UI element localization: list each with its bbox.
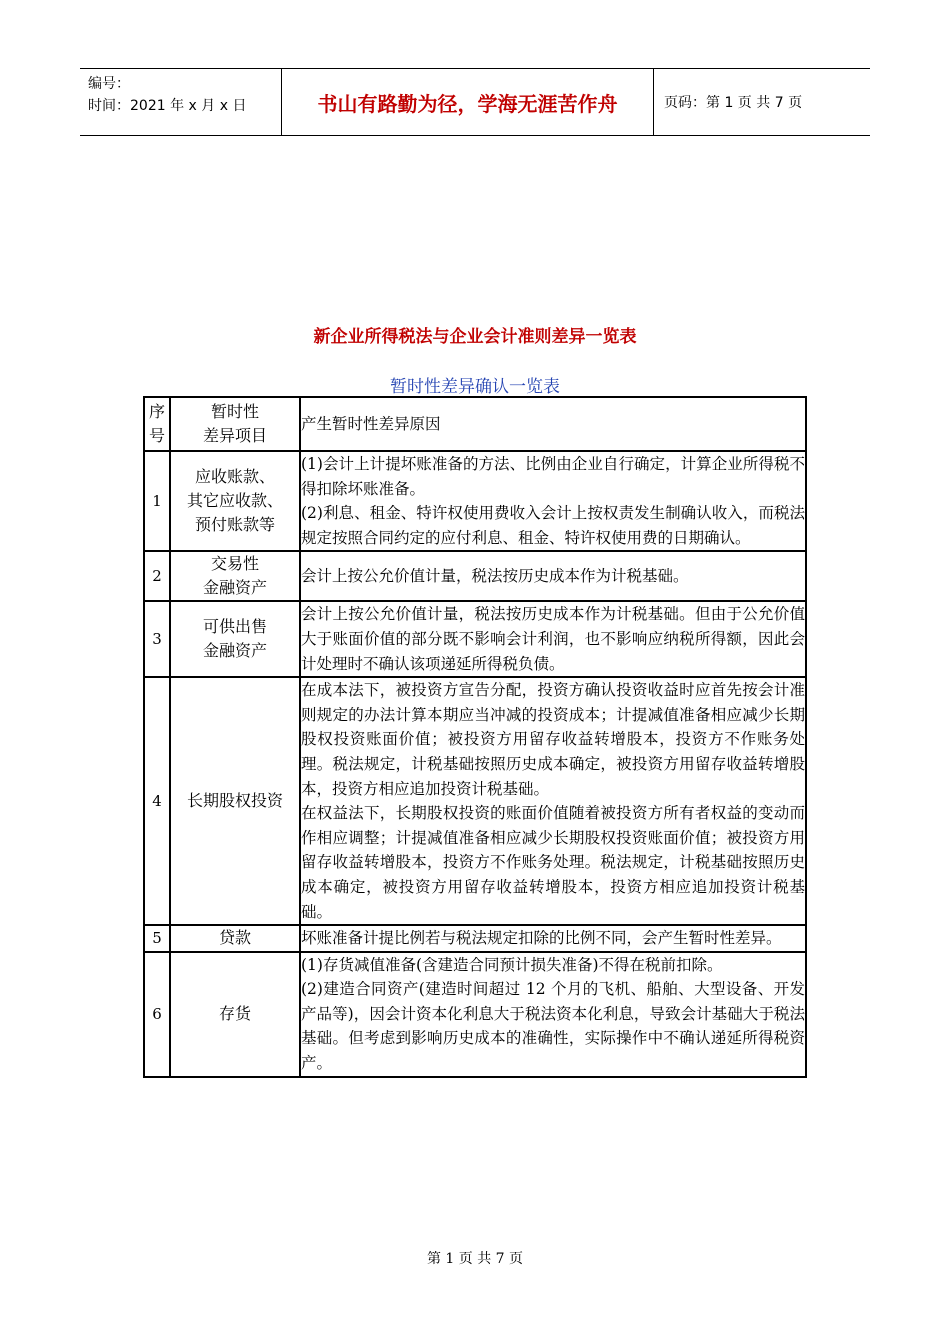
header-motto: 书山有路勤为径，学海无涯苦作舟 [282,69,654,135]
reason-paragraph: 在权益法下，长期股权投资的账面价值随着被投资方所有者权益的变动而作相应调整；计提减值准备相应减少长期股权投资账面价值；被投资方用留存收益转增股本，投资方不作账务处理。税法规定，计税基础按照历史成本确定，被投资方用留存收益转增股本，投资方相应追加投资计税基础。 [301,804,805,921]
difference-reason [300,451,806,551]
difference-item [170,677,300,925]
difference-table [143,396,807,1078]
difference-item [170,925,300,952]
header-page-label: 页码：第 1 页 共 7 页 [664,95,803,111]
document-title: 新企业所得税法与企业会计准则差异一览表 [313,327,637,347]
table-header-row [144,397,806,451]
difference-reason [300,551,806,601]
header-item: 暂时性 差异项目 [170,397,300,451]
reason-paragraph: (1)存货减值准备(含建造合同预计损失准备)不得在税前扣除。 [301,955,723,974]
difference-item [170,551,300,601]
row-number: 1 [144,451,170,551]
difference-item [170,952,300,1077]
difference-item-line: 其它应收款、 [186,491,283,511]
reason-paragraph: 会计上按公允价值计量，税法按历史成本作为计税基础。 [301,567,689,586]
difference-reason [300,601,806,677]
difference-item-line: 交易性 [210,554,259,574]
page-footer: 第 1 页 共 7 页 [426,1251,524,1267]
row-number: 4 [144,677,170,925]
difference-item-line: 应收账款、 [194,467,275,487]
difference-item-line: 金融资产 [202,578,267,598]
difference-item-line: 预付账款等 [194,515,275,535]
header-reason: 产生暂时性差异原因 [300,397,806,451]
reason-paragraph: (2)建造合同资产(建造时间超过 12 个月的飞机、船舶、大型设备、开发产品等)，因会计资本化利息大于税法资本化利息，导致会计基础大于税法基础。但考虑到影响历史成本的准确性，实际操作中不确认递延所得税资产。 [301,980,805,1073]
difference-item [170,601,300,677]
document-subtitle: 暂时性差异确认一览表 [390,377,560,397]
difference-item-line: 长期股权投资 [186,791,283,811]
reason-paragraph: 坏账准备计提比例若与税法规定扣除的比例不同，会产生暂时性差异。 [301,929,782,948]
row-number: 5 [144,925,170,952]
number-label: 编号： [88,76,130,92]
reason-paragraph: (1)会计上计提坏账准备的方法、比例由企业自行确定，计算企业所得税不得扣除坏账准备。 [301,455,805,498]
header-meta [80,69,282,135]
reason-paragraph: 会计上按公允价值计量，税法按历史成本作为计税基础。但由于公允价值大于账面价值的部分既不影响会计利润，也不影响应纳税所得额，因此会计处理时不确认该项递延所得税负债。 [301,605,805,673]
table-row [144,677,806,925]
table-row [144,451,806,551]
page-header [80,68,870,136]
time-label: 时间：2021 年 x 月 x 日 [88,98,247,114]
table-row [144,925,806,952]
difference-reason [300,925,806,952]
reason-paragraph: 在成本法下，被投资方宣告分配，投资方确认投资收益时应首先按会计准则规定的办法计算本期应当冲减的投资成本；计提减值准备相应减少长期股权投资账面价值；被投资方用留存收益转增股本，投资方不作账务处理。税法规定，计税基础按照历史成本确定，被投资方用留存收益转增股本，投资方相应追加投资计税基础。 [301,681,805,798]
difference-item-line: 存货 [218,1004,251,1024]
difference-item [170,451,300,551]
table-row [144,952,806,1077]
table-row [144,601,806,677]
header-no: 序 号 [144,397,170,451]
reason-paragraph: (2)利息、租金、特许权使用费收入会计上按权责发生制确认收入，而税法规定按照合同约定的应付利息、租金、特许权使用费的日期确认。 [301,504,805,547]
difference-item-line: 金融资产 [202,641,267,661]
difference-item-line: 贷款 [218,928,251,948]
difference-reason [300,677,806,925]
difference-item-line: 可供出售 [202,617,267,637]
row-number: 6 [144,952,170,1077]
difference-reason [300,952,806,1077]
table-row [144,551,806,601]
row-number: 3 [144,601,170,677]
row-number: 2 [144,551,170,601]
